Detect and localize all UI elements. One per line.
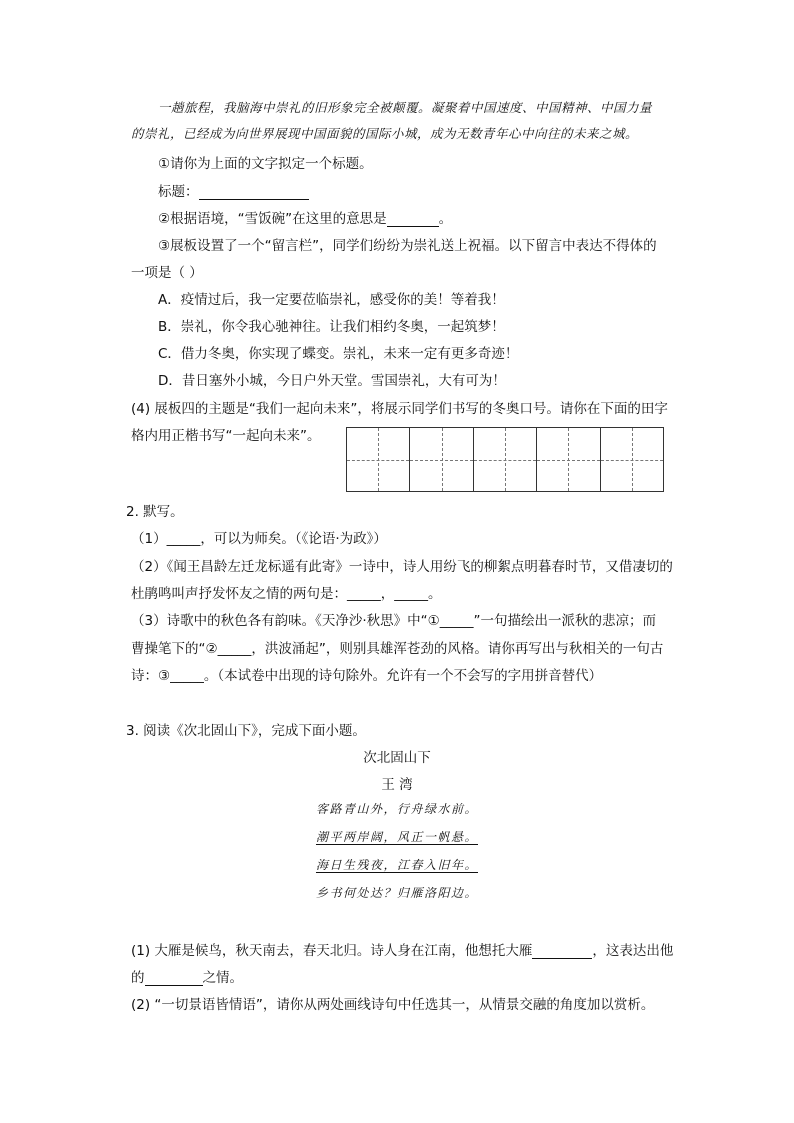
q3-sub1-line1 (131, 939, 673, 959)
poem-author: 王 湾 (381, 777, 413, 793)
sub1-answer-line-2[interactable] (145, 971, 203, 986)
q3-sub2: (2) “一切景语皆情语”，请你从两处画线诗句中任选其一，从情景交融的角度加以赏析。 (131, 997, 655, 1013)
q2-line3a: （3）诗歌中的秋色各有韵味。《天净沙·秋思》中“①_____”一句描绘出一派秋的悲凉；而 (131, 613, 656, 629)
option-d[interactable]: D．昔日塞外小城，今日户外天堂。雪国崇礼，大有可为！ (158, 373, 506, 389)
q3-sub1-line2 (131, 966, 243, 986)
q1-sub1: ①请你为上面的文字拟定一个标题。 (158, 156, 373, 172)
poem-line-3 (0, 856, 794, 873)
intro-line-1: 一趟旅程，我脑海中崇礼的旧形象完全被颠覆。凝聚着中国速度、中国精神、中国力量 (158, 100, 653, 115)
q2-line1: （1）_____，可以为师矣。（《论语·为政》） (131, 531, 387, 547)
poem-line-2 (0, 828, 794, 845)
poem-line-4: 乡书何处达？归雁洛阳边。 (315, 886, 478, 900)
title-label: 标题： (158, 184, 199, 200)
q3-sub1-text: (1) 大雁是候鸟，秋天南去，春天北归。诗人身在江南，他想托大雁 (131, 943, 533, 959)
q3-sub1-text-end: ，这表达出他 (592, 943, 674, 959)
q2-line2a: （2）《闻王昌龄左迁龙标遥有此寄》一诗中，诗人用纷飞的柳絮点明暮春时节，又借凄切的 (131, 559, 673, 575)
grid-cell[interactable] (601, 428, 663, 491)
q1-sub3-line2: 一项是（ ） (131, 265, 203, 281)
title-answer-line[interactable] (199, 185, 309, 200)
option-a[interactable]: A．疫情过后，我一定要莅临崇礼，感受你的美！等着我！ (158, 292, 505, 308)
q3-heading: 3. 阅读《次北固山下》，完成下面小题。 (126, 723, 366, 739)
poem-line-2-text: 潮平两岸阔，风正一帆悬。 (315, 830, 478, 844)
q1-sub4-line1: (4) 展板四的主题是“我们一起向未来”，将展示同学们书写的冬奥口号。请你在下面的田字 (131, 401, 668, 417)
sub2-answer-line[interactable] (387, 212, 439, 227)
intro-line-2: 的崇礼，已经成为向世界展现中国面貌的国际小城，成为无数青年心中向往的未来之城。 (131, 126, 639, 141)
q3-sub1b-text-end: 之情。 (202, 970, 243, 986)
q2-line3c: 诗：③_____。（本试卷中出现的诗句除外。允许有一个不会写的字用拼音替代） (131, 668, 603, 684)
sub1-answer-line-1[interactable] (532, 944, 592, 959)
q1-sub2 (158, 207, 452, 227)
q1-sub3-line1: ③展板设置了一个“留言栏”，同学们纷纷为崇礼送上祝福。以下留言中表达不得体的 (158, 238, 657, 254)
poem-title: 次北固山下 (363, 750, 431, 766)
grid-cell[interactable] (347, 428, 410, 491)
q2-heading: 2. 默写。 (126, 504, 184, 520)
q1-sub2-end: 。 (438, 211, 453, 227)
option-b[interactable]: B．崇礼，你令我心驰神往。让我们相约冬奥，一起筑梦！ (158, 319, 505, 335)
q1-title-row (158, 180, 309, 200)
q1-sub2-text: ②根据语境，“雪饭碗”在这里的意思是 (158, 211, 387, 227)
q2-line2b: 杜鹃鸣叫声抒发怀友之情的两句是：_____，_____。 (131, 586, 442, 602)
tianzi-grid[interactable] (346, 427, 664, 492)
poem-line-1: 客路青山外，行舟绿水前。 (315, 802, 478, 816)
q1-sub4-line2: 格内用正楷书写“一起向未来”。 (131, 428, 321, 444)
grid-cell[interactable] (474, 428, 537, 491)
poem-line-3-text: 海日生残夜，江春入旧年。 (315, 858, 478, 872)
option-c[interactable]: C．借力冬奥，你实现了蝶变。崇礼，未来一定有更多奇迹！ (158, 346, 519, 362)
grid-cell[interactable] (410, 428, 473, 491)
q2-line3b: 曹操笔下的“②_____，洪波涌起”，则别具雄浑苍劲的风格。请你再写出与秋相关的一句古 (131, 641, 664, 657)
q3-sub1b-text: 的 (131, 970, 145, 986)
grid-cell[interactable] (537, 428, 600, 491)
